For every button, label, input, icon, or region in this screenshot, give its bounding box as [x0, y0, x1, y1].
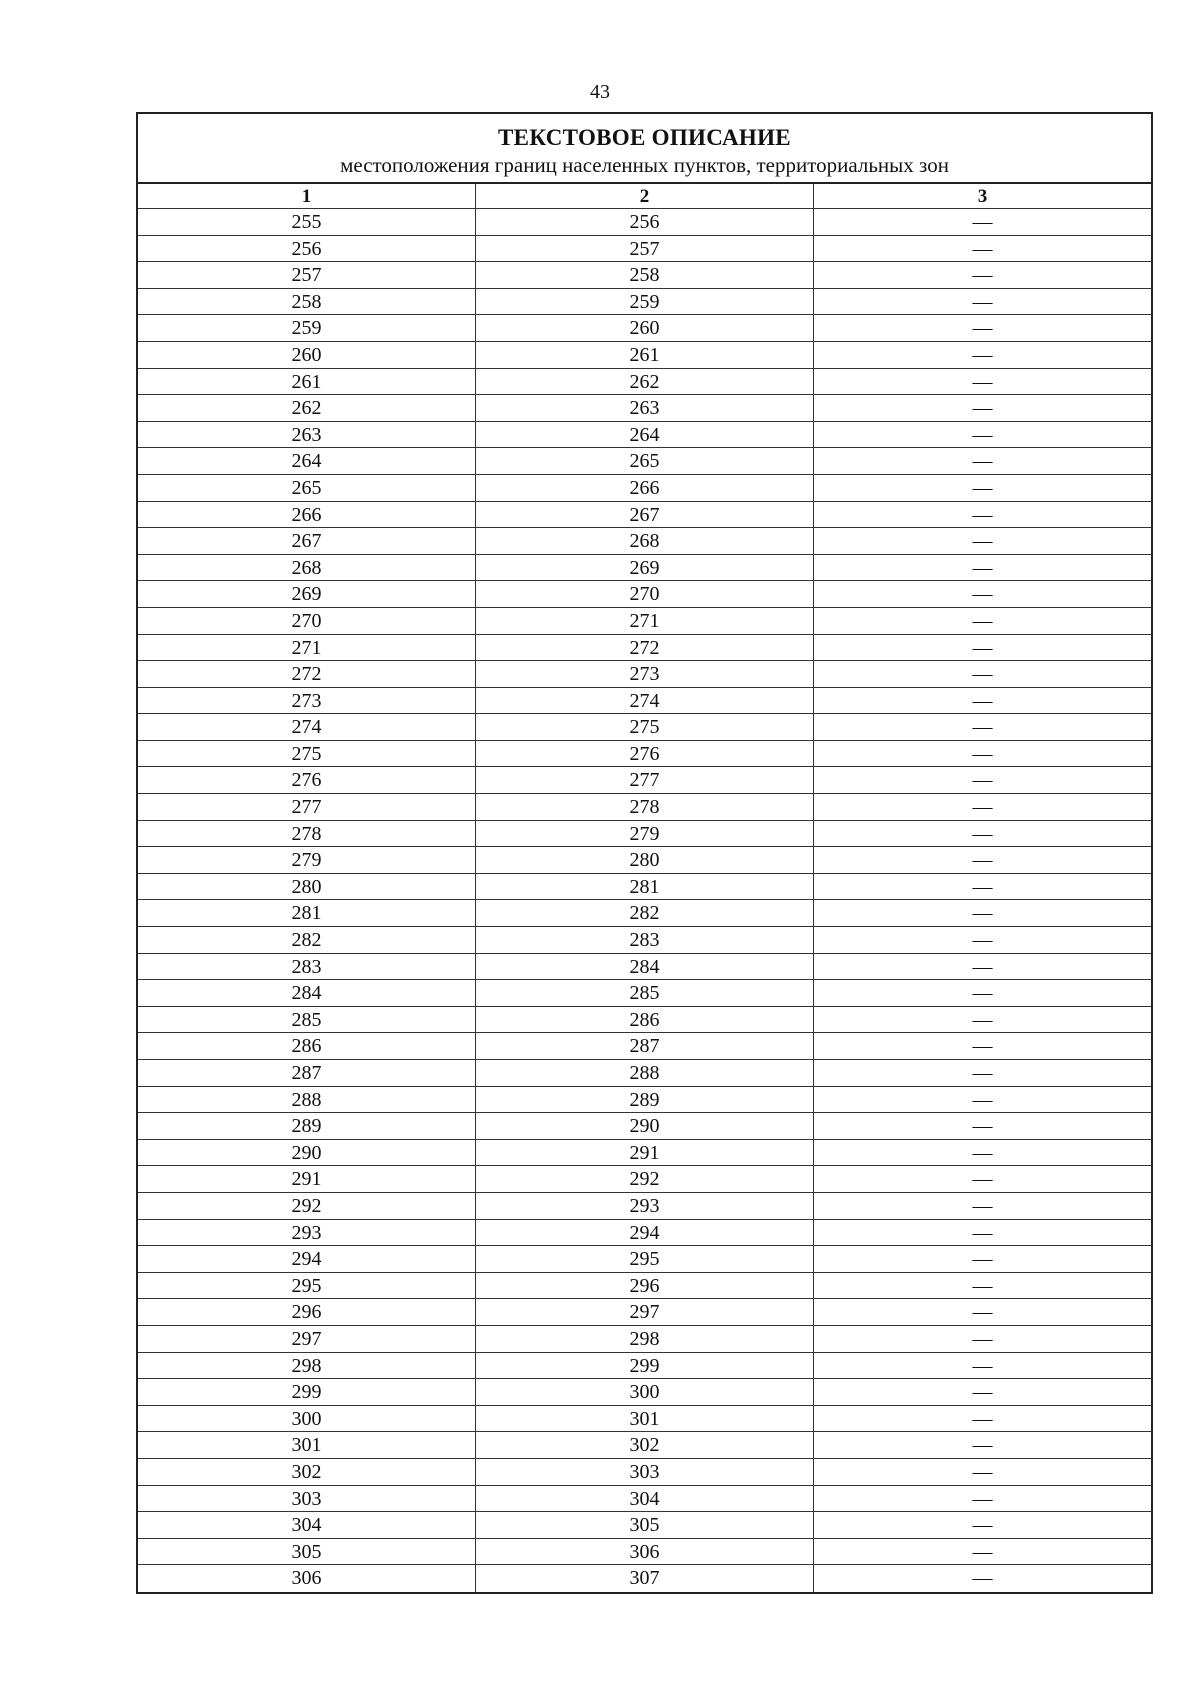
- table-cell-col-2: 287: [476, 1033, 814, 1059]
- table-cell-col-2: 286: [476, 1007, 814, 1033]
- table-cell-col-2: 269: [476, 555, 814, 581]
- table-cell-col-2: 294: [476, 1220, 814, 1246]
- table-cell-col-2: 256: [476, 209, 814, 235]
- table-cell-col-2: 270: [476, 581, 814, 607]
- table-cell-col-1: 304: [138, 1512, 476, 1538]
- table-cell-col-1: 299: [138, 1379, 476, 1405]
- table-cell-col-3: —: [972, 1514, 993, 1537]
- table-cell-col-3: —: [972, 849, 993, 872]
- table-cell-col-3: —: [972, 397, 993, 420]
- table-cell-col-1: 284: [138, 980, 476, 1006]
- table-cell-col-1: 265: [138, 475, 476, 501]
- table-subtitle: местоположения границ населенных пунктов, территориальных зон: [340, 153, 949, 177]
- column-header-2: 2: [476, 184, 814, 208]
- table-row: [138, 315, 1151, 342]
- table-cell-col-1: 298: [138, 1353, 476, 1379]
- table-row: [138, 688, 1151, 715]
- table-cell-col-2: 304: [476, 1486, 814, 1512]
- table-cell-col-2: 275: [476, 714, 814, 740]
- table-row: [138, 395, 1151, 422]
- table-cell-col-1: 303: [138, 1486, 476, 1512]
- table-cell-col-1: 306: [138, 1565, 476, 1592]
- table-row: [138, 1060, 1151, 1087]
- table-cell-col-2: 288: [476, 1060, 814, 1086]
- table-cell-col-2: 296: [476, 1273, 814, 1299]
- table-cell-col-1: 268: [138, 555, 476, 581]
- table-cell-col-2: 292: [476, 1166, 814, 1192]
- table-cell-col-1: 301: [138, 1432, 476, 1458]
- column-header-1: 1: [138, 184, 476, 208]
- table-cell-col-3: —: [972, 1035, 993, 1058]
- table-cell-col-2: 295: [476, 1246, 814, 1272]
- table-cell-col-1: 274: [138, 714, 476, 740]
- table-cell-col-1: 297: [138, 1326, 476, 1352]
- table-cell-col-2: 306: [476, 1539, 814, 1565]
- table-cell-col-2: 276: [476, 741, 814, 767]
- table-row: [138, 1273, 1151, 1300]
- table-cell-col-3: —: [972, 1168, 993, 1191]
- table-cell-col-1: 278: [138, 821, 476, 847]
- table-cell-col-3: —: [972, 1567, 993, 1590]
- boundary-description-table: [136, 112, 1153, 1594]
- table-row: [138, 289, 1151, 316]
- table-row: [138, 422, 1151, 449]
- table-cell-col-3: —: [972, 1274, 993, 1297]
- table-cell-col-3: —: [972, 1354, 993, 1377]
- table-cell-col-2: 283: [476, 927, 814, 953]
- table-cell-col-2: 262: [476, 369, 814, 395]
- table-cell-col-1: 300: [138, 1406, 476, 1432]
- table-row: [138, 821, 1151, 848]
- table-row: [138, 1140, 1151, 1167]
- table-cell-col-2: 284: [476, 954, 814, 980]
- table-cell-col-2: 289: [476, 1087, 814, 1113]
- table-cell-col-1: 261: [138, 369, 476, 395]
- table-row: [138, 1432, 1151, 1459]
- table-row: [138, 1406, 1151, 1433]
- table-cell-col-2: 282: [476, 900, 814, 926]
- table-row: [138, 741, 1151, 768]
- table-cell-col-1: 271: [138, 635, 476, 661]
- table-cell-col-3: —: [972, 1115, 993, 1138]
- table-cell-col-3: —: [972, 769, 993, 792]
- table-cell-col-3: —: [972, 636, 993, 659]
- table-row: [138, 1166, 1151, 1193]
- table-cell-col-2: 265: [476, 448, 814, 474]
- table-cell-col-1: 288: [138, 1087, 476, 1113]
- table-cell-col-3: —: [972, 982, 993, 1005]
- table-cell-col-2: 285: [476, 980, 814, 1006]
- table-row: [138, 1379, 1151, 1406]
- table-cell-col-2: 266: [476, 475, 814, 501]
- table-row: [138, 528, 1151, 555]
- table-cell-col-1: 287: [138, 1060, 476, 1086]
- table-cell-col-3: —: [972, 1540, 993, 1563]
- table-cell-col-1: 289: [138, 1113, 476, 1139]
- table-cell-col-2: 278: [476, 794, 814, 820]
- table-cell-col-3: —: [972, 902, 993, 925]
- column-header-3: 3: [977, 186, 988, 207]
- table-cell-col-3: —: [972, 822, 993, 845]
- table-cell-col-3: —: [972, 875, 993, 898]
- table-cell-col-3: —: [972, 264, 993, 287]
- table-cell-col-3: —: [972, 1141, 993, 1164]
- table-cell-col-3: —: [972, 929, 993, 952]
- table-cell-col-2: 303: [476, 1459, 814, 1485]
- table-cell-col-2: 302: [476, 1432, 814, 1458]
- table-row: [138, 342, 1151, 369]
- table-cell-col-3: —: [972, 423, 993, 446]
- table-cell-col-3: —: [972, 1487, 993, 1510]
- table-cell-col-2: 258: [476, 262, 814, 288]
- table-cell-col-1: 296: [138, 1299, 476, 1325]
- table-row: [138, 1326, 1151, 1353]
- table-cell-col-1: 283: [138, 954, 476, 980]
- table-cell-col-3: —: [972, 1434, 993, 1457]
- table-row: [138, 847, 1151, 874]
- table-cell-col-1: 290: [138, 1140, 476, 1166]
- table-cell-col-1: 276: [138, 767, 476, 793]
- table-cell-col-3: —: [972, 343, 993, 366]
- table-cell-col-3: —: [972, 663, 993, 686]
- table-cell-col-1: 269: [138, 581, 476, 607]
- table-cell-col-3: —: [972, 1221, 993, 1244]
- table-cell-col-1: 275: [138, 741, 476, 767]
- table-cell-col-2: 293: [476, 1193, 814, 1219]
- table-row: [138, 927, 1151, 954]
- table-row: [138, 661, 1151, 688]
- table-cell-col-3: —: [972, 476, 993, 499]
- table-cell-col-3: —: [972, 503, 993, 526]
- table-row: [138, 1220, 1151, 1247]
- table-cell-col-2: 307: [476, 1565, 814, 1592]
- table-cell-col-3: —: [972, 1301, 993, 1324]
- table-cell-col-3: —: [972, 1194, 993, 1217]
- table-cell-col-3: —: [972, 1407, 993, 1430]
- table-cell-col-3: —: [972, 370, 993, 393]
- table-cell-col-3: —: [972, 1008, 993, 1031]
- table-row: [138, 1512, 1151, 1539]
- table-cell-col-2: 291: [476, 1140, 814, 1166]
- table-cell-col-1: 292: [138, 1193, 476, 1219]
- table-cell-col-3: —: [972, 1248, 993, 1271]
- table-row: [138, 874, 1151, 901]
- table-cell-col-2: 257: [476, 236, 814, 262]
- table-row: [138, 900, 1151, 927]
- table-cell-col-3: —: [972, 317, 993, 340]
- table-row: [138, 555, 1151, 582]
- table-cell-col-1: 266: [138, 502, 476, 528]
- table-cell-col-2: 271: [476, 608, 814, 634]
- table-cell-col-3: —: [972, 716, 993, 739]
- table-title: ТЕКСТОВОЕ ОПИСАНИЕ: [498, 125, 791, 150]
- table-cell-col-2: 277: [476, 767, 814, 793]
- table-cell-col-1: 256: [138, 236, 476, 262]
- table-cell-col-1: 285: [138, 1007, 476, 1033]
- table-row: [138, 608, 1151, 635]
- table-cell-col-2: 279: [476, 821, 814, 847]
- table-cell-col-1: 258: [138, 289, 476, 315]
- table-cell-col-1: 286: [138, 1033, 476, 1059]
- table-row: [138, 581, 1151, 608]
- table-row: [138, 236, 1151, 263]
- table-row: [138, 980, 1151, 1007]
- table-cell-col-2: 305: [476, 1512, 814, 1538]
- table-cell-col-2: 300: [476, 1379, 814, 1405]
- table-cell-col-1: 272: [138, 661, 476, 687]
- table-cell-col-1: 270: [138, 608, 476, 634]
- table-row: [138, 1087, 1151, 1114]
- table-cell-col-1: 302: [138, 1459, 476, 1485]
- table-row: [138, 954, 1151, 981]
- table-cell-col-3: —: [972, 796, 993, 819]
- table-cell-col-1: 279: [138, 847, 476, 873]
- table-row: [138, 635, 1151, 662]
- table-cell-col-2: 267: [476, 502, 814, 528]
- table-cell-col-2: 301: [476, 1406, 814, 1432]
- table-cell-col-3: —: [972, 237, 993, 260]
- table-cell-col-3: —: [972, 290, 993, 313]
- table-cell-col-1: 257: [138, 262, 476, 288]
- table-cell-col-2: 274: [476, 688, 814, 714]
- table-cell-col-1: 259: [138, 315, 476, 341]
- table-row: [138, 1007, 1151, 1034]
- table-title-block: [138, 114, 1151, 184]
- table-grid: [138, 184, 1151, 1592]
- table-cell-col-1: 262: [138, 395, 476, 421]
- table-cell-col-1: 281: [138, 900, 476, 926]
- table-cell-col-1: 255: [138, 209, 476, 235]
- table-cell-col-1: 305: [138, 1539, 476, 1565]
- table-row: [138, 502, 1151, 529]
- table-cell-col-3: —: [972, 1062, 993, 1084]
- table-row: [138, 1033, 1151, 1060]
- table-cell-col-2: 297: [476, 1299, 814, 1325]
- table-cell-col-3: —: [972, 583, 993, 606]
- table-cell-col-1: 295: [138, 1273, 476, 1299]
- table-cell-col-1: 294: [138, 1246, 476, 1272]
- table-row: [138, 1246, 1151, 1273]
- table-cell-col-1: 263: [138, 422, 476, 448]
- table-cell-col-3: —: [972, 450, 993, 473]
- table-row: [138, 767, 1151, 794]
- table-cell-col-2: 280: [476, 847, 814, 873]
- table-row: [138, 1299, 1151, 1326]
- table-row: [138, 1565, 1151, 1592]
- table-cell-col-2: 298: [476, 1326, 814, 1352]
- table-cell-col-3: —: [972, 556, 993, 579]
- table-cell-col-3: —: [972, 955, 993, 978]
- table-cell-col-3: —: [972, 742, 993, 765]
- table-row: [138, 1113, 1151, 1140]
- table-cell-col-3: —: [972, 1460, 993, 1483]
- table-row: [138, 714, 1151, 741]
- table-cell-col-1: 277: [138, 794, 476, 820]
- table-cell-col-1: 260: [138, 342, 476, 368]
- table-cell-col-3: —: [972, 530, 993, 553]
- table-cell-col-2: 281: [476, 874, 814, 900]
- table-row: [138, 369, 1151, 396]
- table-row: [138, 1353, 1151, 1380]
- table-row: [138, 1486, 1151, 1513]
- table-cell-col-3: —: [972, 211, 993, 233]
- table-row: [138, 1193, 1151, 1220]
- table-cell-col-1: 267: [138, 528, 476, 554]
- table-row: [138, 475, 1151, 502]
- table-cell-col-1: 282: [138, 927, 476, 953]
- table-cell-col-2: 290: [476, 1113, 814, 1139]
- table-cell-col-2: 264: [476, 422, 814, 448]
- table-cell-col-1: 264: [138, 448, 476, 474]
- table-cell-col-1: 293: [138, 1220, 476, 1246]
- table-cell-col-2: 273: [476, 661, 814, 687]
- table-cell-col-2: 272: [476, 635, 814, 661]
- page-number: 43: [590, 81, 610, 103]
- table-row: [138, 794, 1151, 821]
- table-header-row: [138, 184, 1151, 209]
- table-row: [138, 448, 1151, 475]
- table-cell-col-2: 261: [476, 342, 814, 368]
- table-cell-col-2: 259: [476, 289, 814, 315]
- table-cell-col-2: 299: [476, 1353, 814, 1379]
- table-cell-col-3: —: [972, 689, 993, 712]
- table-row: [138, 262, 1151, 289]
- table-cell-col-3: —: [972, 1327, 993, 1350]
- table-row: [138, 1459, 1151, 1486]
- table-cell-col-2: 268: [476, 528, 814, 554]
- table-cell-col-1: 291: [138, 1166, 476, 1192]
- table-cell-col-3: —: [972, 1381, 993, 1404]
- table-cell-col-2: 263: [476, 395, 814, 421]
- table-cell-col-3: —: [972, 1088, 993, 1111]
- table-cell-col-2: 260: [476, 315, 814, 341]
- table-row: [138, 209, 1151, 236]
- table-cell-col-1: 280: [138, 874, 476, 900]
- table-cell-col-1: 273: [138, 688, 476, 714]
- table-row: [138, 1539, 1151, 1566]
- table-cell-col-3: —: [972, 609, 993, 632]
